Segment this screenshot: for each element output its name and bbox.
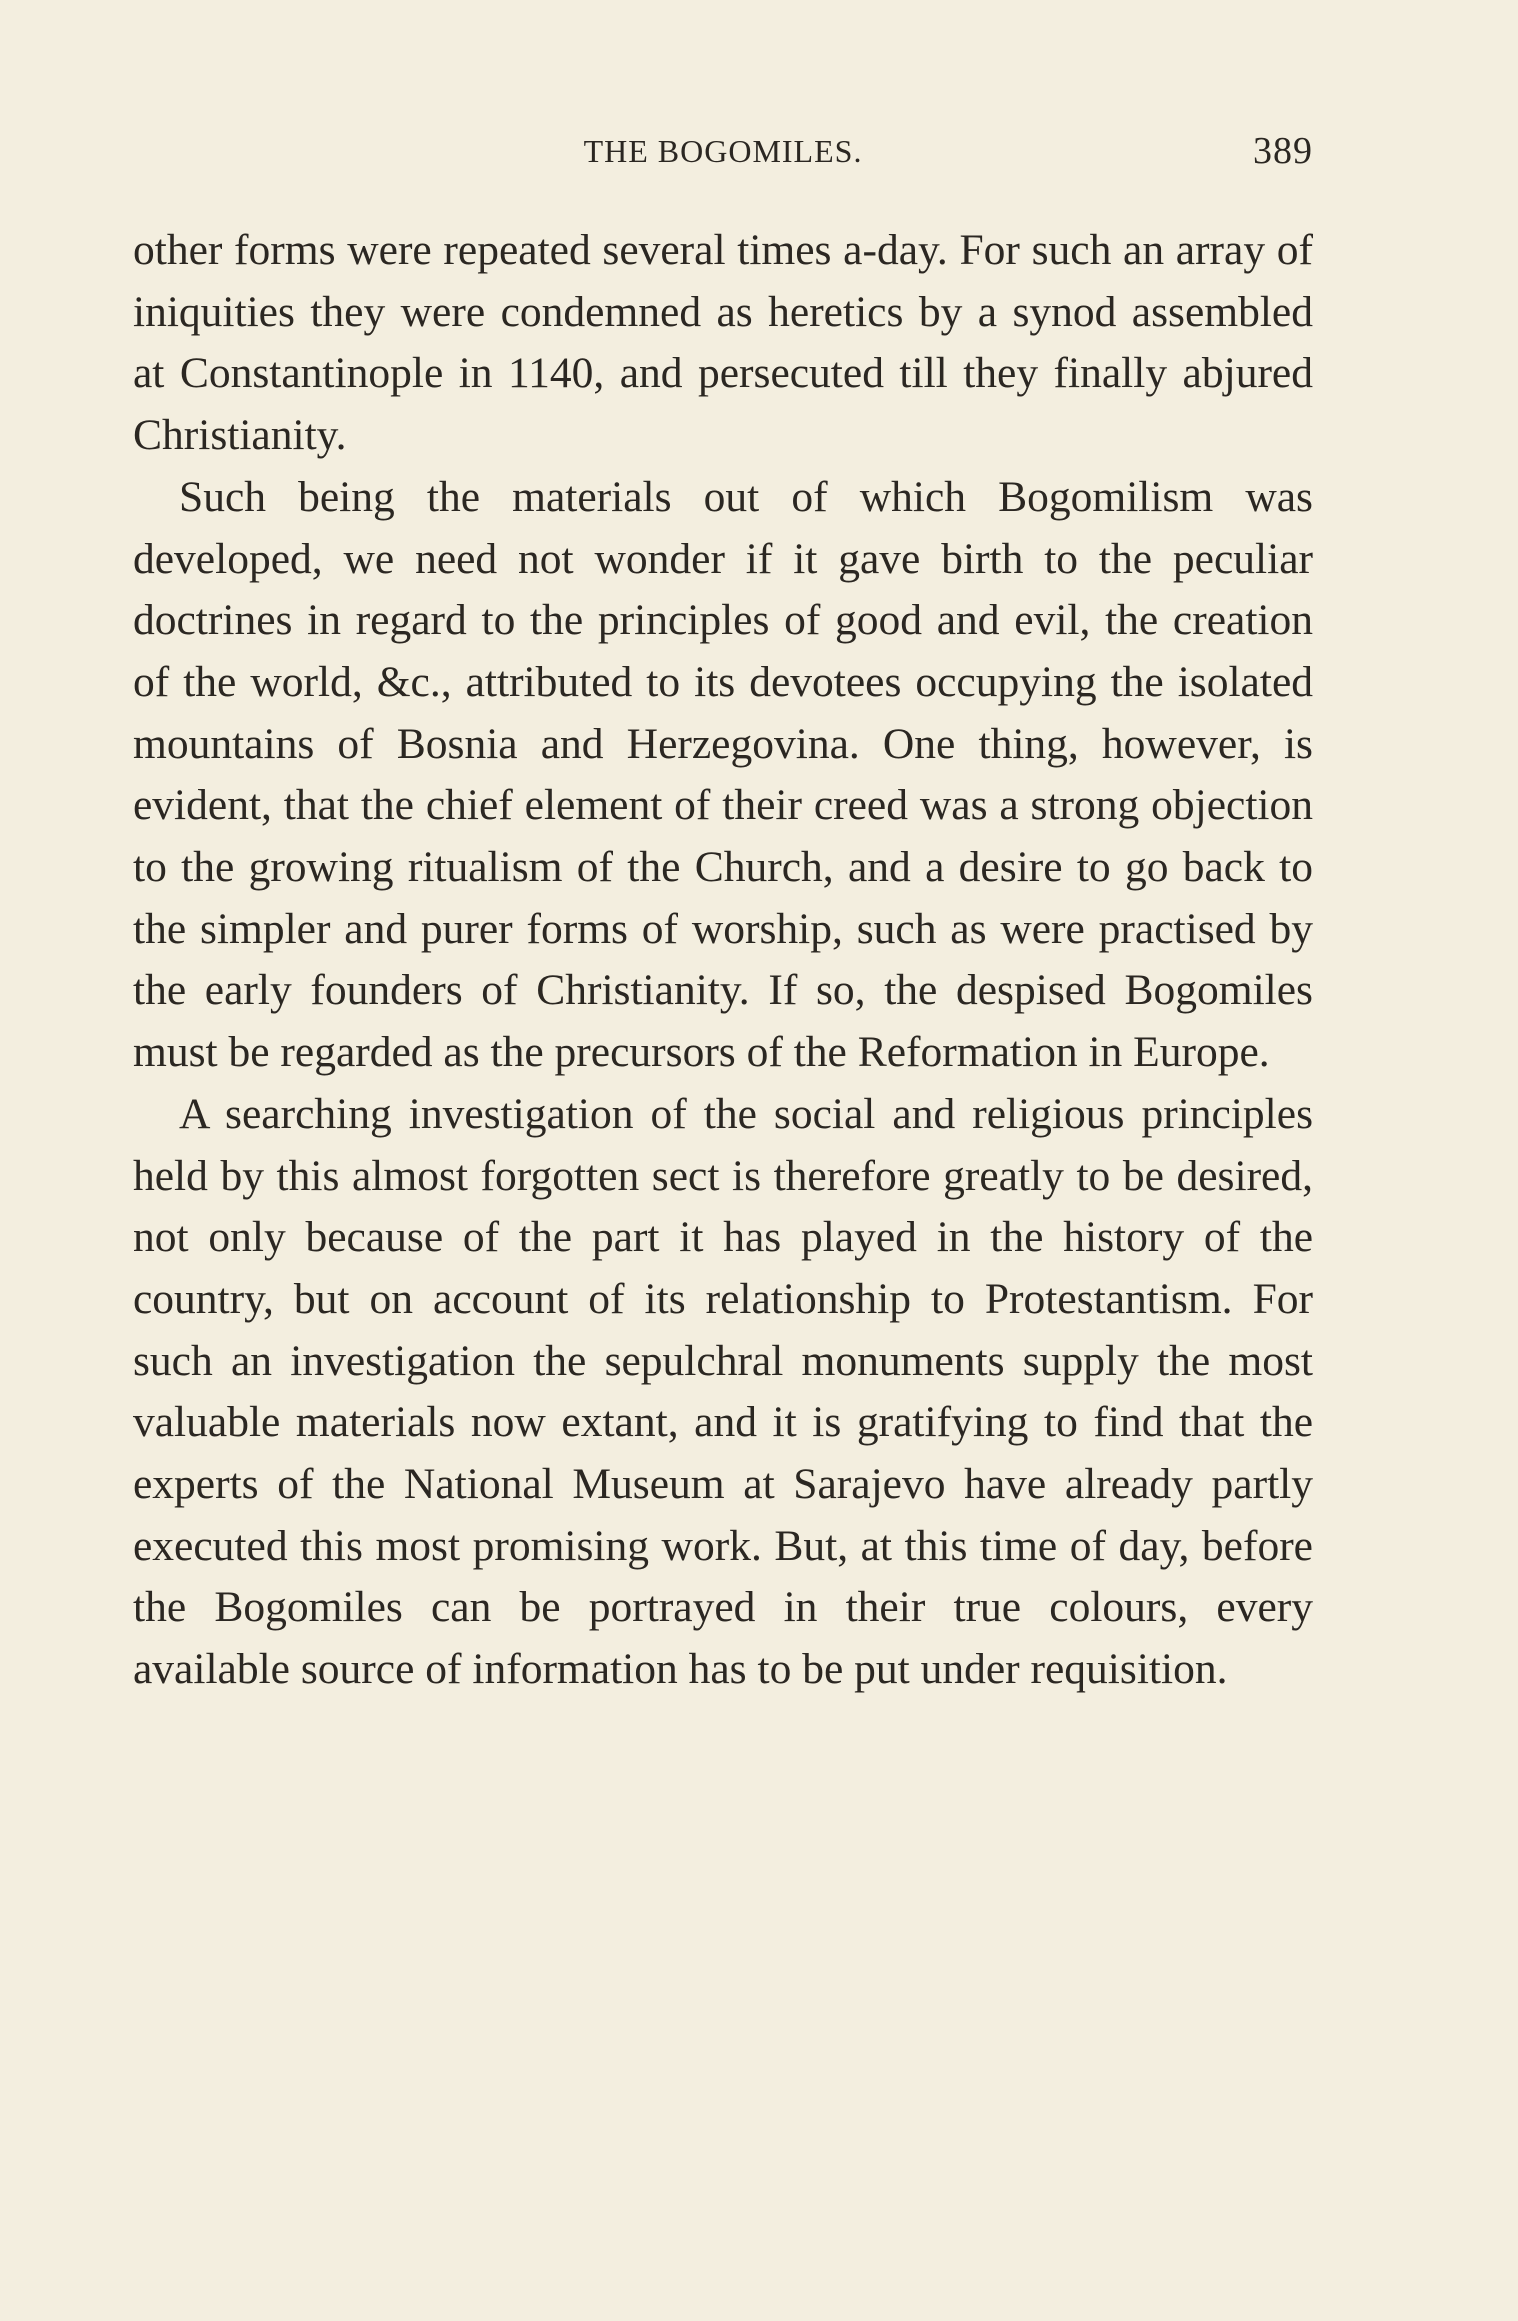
running-title: THE BOGOMILES. [583, 133, 863, 169]
page-number: 389 [1253, 130, 1313, 172]
running-head [133, 128, 1313, 174]
body-text [133, 220, 1313, 1701]
paragraph-investigation: A searching investigation of the social and religious principles held by this almost forgotten sect is therefore greatly to be desired, not only because of the part it has played in the history of the country, but on account of its relationship to Protestantism. For such an investigation the sepulchral monuments supply the most valuable materials now extant, and it is gratifying to find that the experts of the National Museum at Sarajevo have already partly executed this most promising work. But, at this time of day, before the Bogomiles can be portrayed in their true colours, every available source of information has to be put under requisition. [133, 1089, 1313, 1694]
paragraph-bogomilism-origins: Such being the materials out of which Bogomilism was developed, we need not wonder if it gave birth to the peculiar doctrines in regard to the principles of good and evil, the creation of the world, &c., attributed to its devotees occupying the isolated mountains of Bosnia and Herzegovina. One thing, however, is evident, that the chief element of their creed was a strong objection to the growing ritualism of the Church, and a desire to go back to the simpler and purer forms of worship, such as were practised by the early founders of Christianity. If so, the despised Bogomiles must be regarded as the precursors of the Reformation in Europe. [133, 472, 1313, 1077]
paragraph-continued: other forms were repeated several times a-day. For such an array of iniquities they were condemned as heretics by a synod assembled at Constantinople in 1140, and persecuted till they finally abjured Christianity. [133, 226, 1313, 460]
